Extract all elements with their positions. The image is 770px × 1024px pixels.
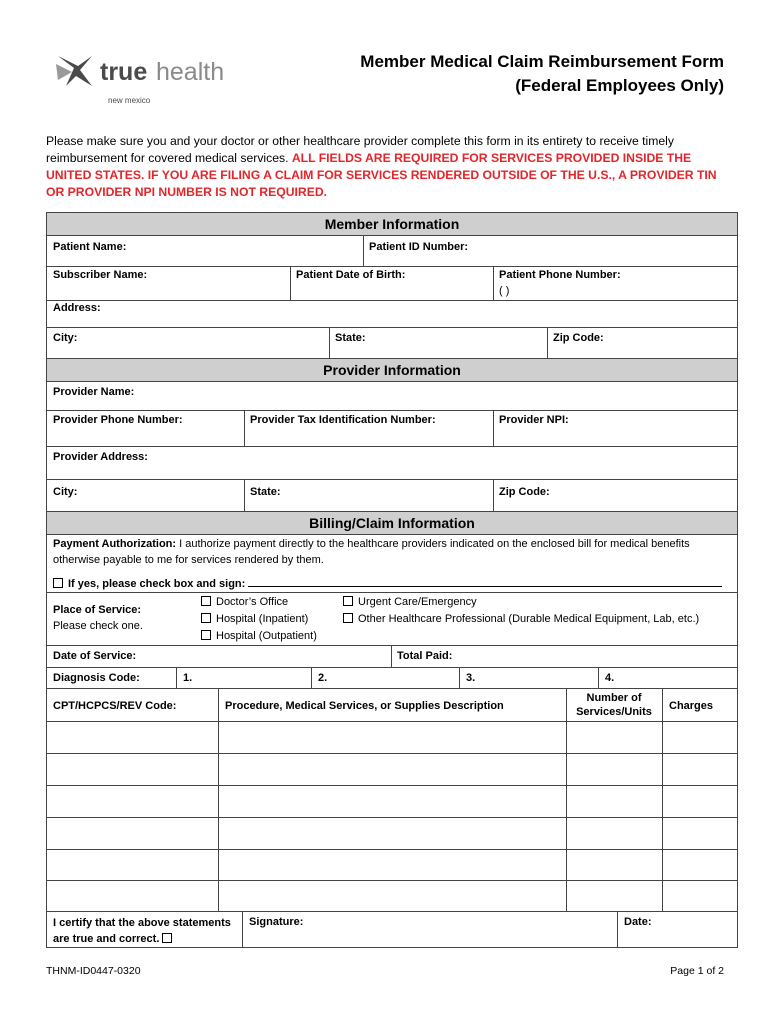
diagnosis-1-label: 1. (183, 672, 193, 684)
divider (47, 479, 737, 480)
state-label: State: (335, 332, 366, 344)
option-label: Other Healthcare Professional (Durable Medical Equipment, Lab, etc.) (358, 613, 700, 625)
payment-auth-label: Payment Authorization: (53, 538, 177, 550)
signature-label: Signature: (249, 916, 304, 928)
sign-check-row (53, 576, 722, 590)
divider (47, 446, 737, 447)
billing-info-heading: Billing/Claim Information (47, 512, 737, 535)
zip-label: Zip Code: (553, 332, 604, 344)
required-notice: ALL FIELDS ARE REQUIRED FOR SERVICES PROVIDED INSIDE THE UNITED STATES. IF YOU ARE FILING A CLAIM FOR SERVICES RENDERED OUTSIDE OF THE U.S., A PROVIDER TIN OR PROVIDER NPI NUMBER IS NOT REQUIRED. (46, 151, 717, 199)
checkbox[interactable] (201, 596, 211, 606)
title-line-2: (Federal Employees Only) (515, 76, 724, 95)
col-units-line-2: Services/Units (576, 706, 652, 718)
option-label: Doctor’s Office (216, 596, 289, 608)
divider (493, 266, 494, 300)
subscriber-name-label: Subscriber Name: (53, 269, 148, 281)
divider (47, 592, 737, 593)
divider (176, 667, 177, 688)
table-row-divider (47, 849, 737, 850)
divider (47, 721, 737, 722)
page-number: Page 1 of 2 (670, 965, 724, 977)
patient-phone-label: Patient Phone Number: (499, 269, 621, 281)
certify-line-1: I certify that the above statements (53, 917, 231, 929)
divider (617, 911, 618, 947)
divider (363, 236, 364, 266)
provider-tin-label: Provider Tax Identification Number: (250, 414, 436, 426)
divider (47, 300, 737, 301)
provider-zip-label: Zip Code: (499, 486, 550, 498)
provider-npi-label: Provider NPI: (499, 414, 569, 426)
form-title (304, 50, 724, 98)
form-id: THNM-ID0447-0320 (46, 965, 141, 977)
divider (218, 688, 219, 911)
col-units-header (567, 692, 661, 718)
city-label: City: (53, 332, 78, 344)
intro-text: Please make sure you and your doctor or other healthcare provider complete this form in its entirety to receive timely reimbursement for covered medical services. (46, 134, 674, 165)
col-charges-header: Charges (669, 700, 714, 712)
member-info-heading: Member Information (47, 213, 737, 236)
certify-line-2-row (53, 931, 231, 947)
certify-line-2: are true and correct. (53, 933, 160, 945)
claim-form (46, 212, 738, 948)
table-row-divider (47, 911, 737, 912)
option-hospital-outpatient[interactable] (201, 630, 317, 642)
checkbox[interactable] (343, 596, 353, 606)
checkbox[interactable] (343, 613, 353, 623)
option-label: Urgent Care/Emergency (358, 596, 477, 608)
provider-address-label: Provider Address: (53, 451, 148, 463)
divider (290, 266, 291, 300)
divider (47, 667, 737, 668)
truehealth-logo (52, 46, 252, 108)
payment-authorization (53, 536, 733, 568)
divider (311, 667, 312, 688)
col-desc-header: Procedure, Medical Services, or Supplies Description (225, 700, 504, 712)
diagnosis-code-label: Diagnosis Code: (53, 672, 140, 684)
divider (662, 688, 663, 911)
certify-statement (53, 915, 231, 947)
authorize-checkbox[interactable] (53, 578, 63, 588)
divider (566, 688, 567, 911)
col-units-line-1: Number of (586, 692, 642, 704)
logo-health-text: health (156, 58, 225, 86)
option-hospital-inpatient[interactable] (201, 613, 308, 625)
date-of-service-label: Date of Service: (53, 650, 137, 662)
provider-city-label: City: (53, 486, 78, 498)
divider (47, 327, 737, 328)
logo-cross-icon (56, 56, 92, 86)
option-label: Hospital (Inpatient) (216, 613, 309, 625)
place-of-service-label: Place of Service: (53, 604, 142, 616)
diagnosis-2-label: 2. (318, 672, 328, 684)
logo-true-text: true (100, 58, 148, 86)
patient-id-label: Patient ID Number: (369, 241, 469, 253)
option-other-professional[interactable] (343, 613, 699, 625)
divider (47, 266, 737, 267)
divider (47, 645, 737, 646)
table-row-divider (47, 753, 737, 754)
certify-checkbox[interactable] (162, 933, 172, 943)
logo-subtitle: new mexico (108, 96, 151, 105)
divider (242, 911, 243, 947)
payment-auth-text: I authorize payment directly to the healthcare providers indicated on the enclosed bill for medical benefits otherwise payable to me for services rendered by them. (53, 538, 690, 566)
provider-name-label: Provider Name: (53, 386, 135, 398)
divider (47, 688, 737, 689)
patient-dob-label: Patient Date of Birth: (296, 269, 406, 281)
provider-state-label: State: (250, 486, 281, 498)
diagnosis-3-label: 3. (466, 672, 476, 684)
sign-check-label: If yes, please check box and sign: (68, 578, 246, 590)
divider (244, 479, 245, 511)
provider-phone-label: Provider Phone Number: (53, 414, 183, 426)
divider (459, 667, 460, 688)
divider (493, 479, 494, 511)
date-label: Date: (624, 916, 652, 928)
divider (329, 327, 330, 358)
divider (244, 410, 245, 446)
table-row-divider (47, 817, 737, 818)
checkbox[interactable] (201, 613, 211, 623)
option-urgent-care[interactable] (343, 596, 477, 608)
divider (547, 327, 548, 358)
checkbox[interactable] (201, 630, 211, 640)
divider (47, 410, 737, 411)
title-line-1: Member Medical Claim Reimbursement Form (360, 52, 724, 71)
table-row-divider (47, 880, 737, 881)
patient-name-label: Patient Name: (53, 241, 127, 253)
provider-info-heading: Provider Information (47, 359, 737, 382)
divider (493, 410, 494, 446)
authorization-signature-line[interactable] (248, 576, 722, 587)
address-label: Address: (53, 302, 101, 314)
place-hint: Please check one. (53, 620, 143, 632)
col-code-header: CPT/HCPCS/REV Code: (53, 700, 177, 712)
table-row-divider (47, 785, 737, 786)
divider (391, 645, 392, 667)
divider (598, 667, 599, 688)
intro-paragraph (46, 133, 732, 201)
phone-parens: ( ) (499, 285, 510, 297)
option-label: Hospital (Outpatient) (216, 630, 317, 642)
diagnosis-4-label: 4. (605, 672, 615, 684)
total-paid-label: Total Paid: (397, 650, 453, 662)
option-doctors-office[interactable] (201, 596, 288, 608)
